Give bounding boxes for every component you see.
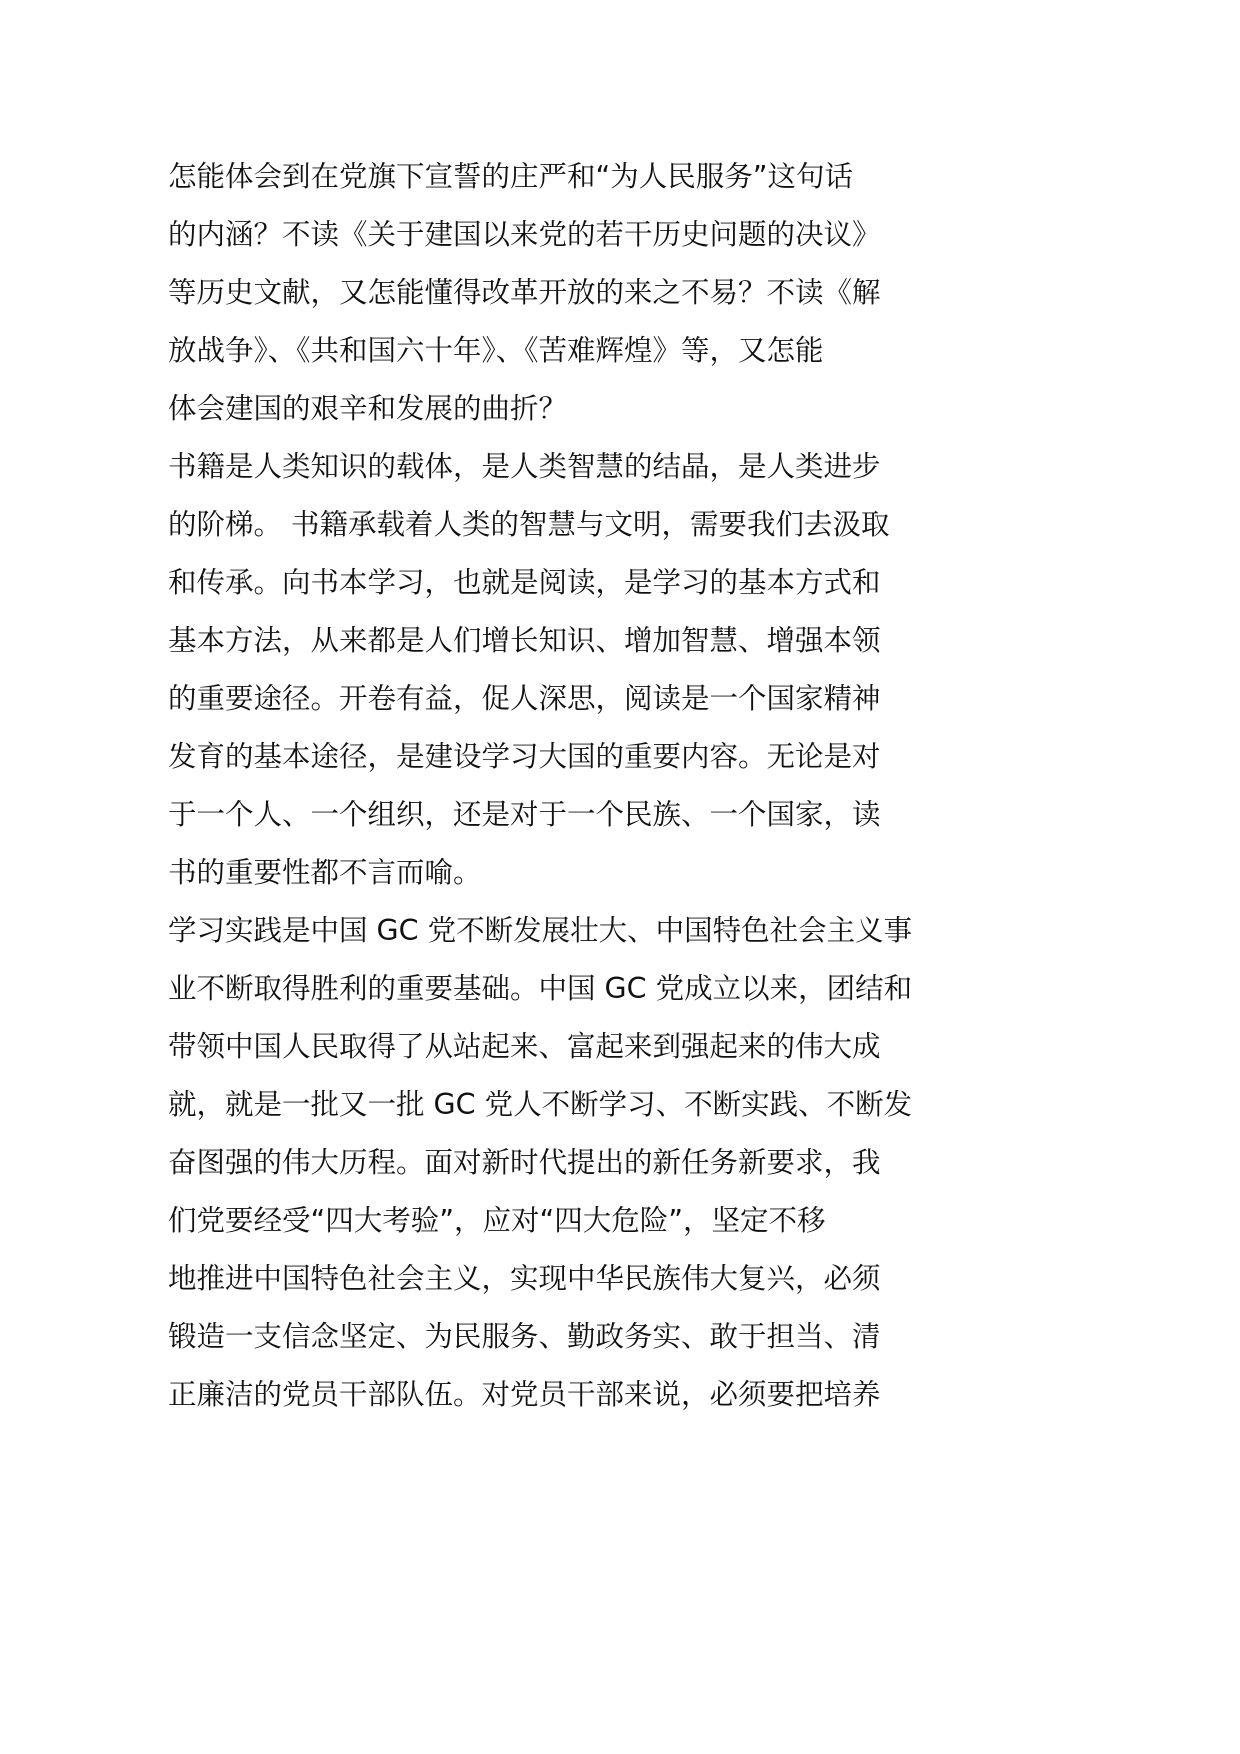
text-line: 于一个人、一个组织，还是对于一个民族、一个国家，读: [168, 798, 881, 831]
text-line: 等历史文献，又怎能懂得改革开放的来之不易？不读《解: [168, 276, 881, 309]
text-line: 基本方法，从来都是人们增长知识、增加智慧、增强本领: [168, 624, 881, 657]
text-line: 放战争》、《共和国六十年》、《苦难辉煌》等，又怎能: [168, 334, 824, 367]
text-line: 正廉洁的党员干部队伍。对党员干部来说，必须要把培养: [168, 1378, 881, 1411]
text-line: 们党要经受“四大考验”，应对“四大危险”，坚定不移: [168, 1204, 826, 1237]
text-line: 怎能体会到在党旗下宣誓的庄严和“为人民服务”这句话: [168, 160, 854, 193]
text-line: 发育的基本途径，是建设学习大国的重要内容。无论是对: [168, 740, 881, 773]
text-line: 的内涵？不读《关于建国以来党的若干历史问题的决议》: [168, 218, 881, 251]
text-line: 带领中国人民取得了从站起来、富起来到强起来的伟大成: [168, 1030, 881, 1063]
text-line: 锻造一支信念坚定、为民服务、勤政务实、敢于担当、清: [168, 1320, 881, 1353]
text-line: 奋图强的伟大历程。面对新时代提出的新任务新要求，我: [168, 1146, 881, 1179]
text-line: 的重要途径。开卷有益，促人深思，阅读是一个国家精神: [168, 682, 881, 715]
text-line: 体会建国的艰辛和发展的曲折？: [168, 392, 568, 425]
text-line: 书籍是人类知识的载体，是人类智慧的结晶，是人类进步: [168, 450, 881, 483]
text-line: 的阶梯。 书籍承载着人类的智慧与文明，需要我们去汲取: [168, 508, 890, 541]
text-line: 就，就是一批又一批 GC 党人不断学习、不断实践、不断发: [168, 1088, 913, 1121]
text-line: 书的重要性都不言而喻。: [168, 856, 482, 889]
body-text: [168, 148, 942, 1424]
text-line: 学习实践是中国 GC 党不断发展壮大、中国特色社会主义事: [168, 914, 913, 947]
text-line: 业不断取得胜利的重要基础。中国 GC 党成立以来，团结和: [168, 972, 913, 1005]
text-line: 地推进中国特色社会主义，实现中华民族伟大复兴，必须: [168, 1262, 881, 1295]
text-line: 和传承。向书本学习，也就是阅读，是学习的基本方式和: [168, 566, 881, 599]
